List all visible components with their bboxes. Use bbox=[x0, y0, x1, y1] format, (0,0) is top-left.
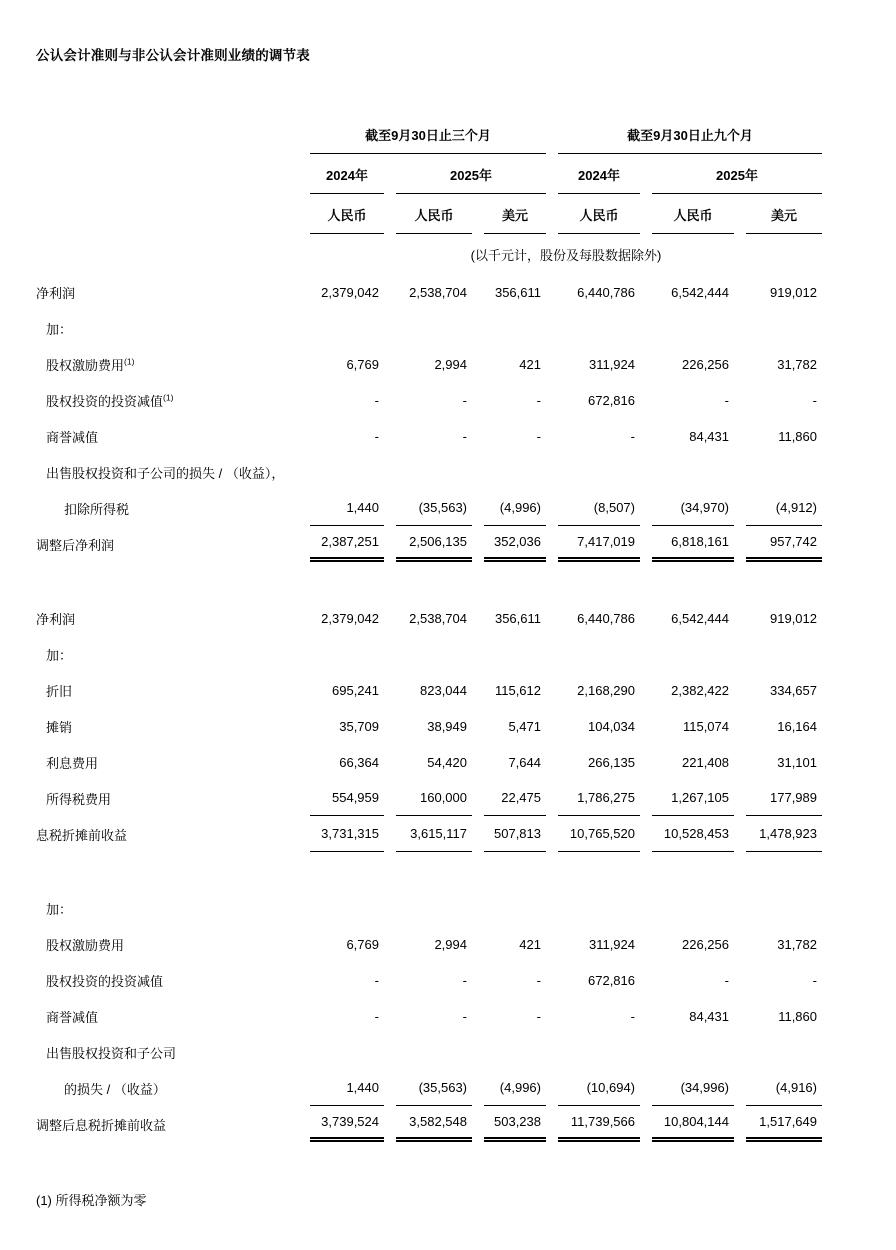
value-cell: 35,709 bbox=[339, 718, 379, 734]
value-cell: 3,615,117 bbox=[396, 816, 472, 852]
row-label-text: 加： bbox=[46, 901, 73, 917]
value-cell bbox=[558, 636, 640, 672]
value-cell: 6,542,444 bbox=[671, 610, 729, 626]
row-label bbox=[36, 274, 298, 310]
row-label-text: 利息费用 bbox=[46, 755, 99, 771]
col-group-nine-months: 截至9月30日止九个月 bbox=[558, 114, 822, 154]
value-cell bbox=[484, 636, 546, 672]
value-cell bbox=[652, 636, 734, 672]
value-cell: 919,012 bbox=[770, 610, 817, 626]
row-label-text: 出售股权投资和子公司的损失 / （收益）， bbox=[46, 465, 285, 481]
spacer-row bbox=[36, 562, 822, 600]
table-header bbox=[36, 114, 822, 274]
value-cell bbox=[396, 890, 472, 926]
empty-header-cell bbox=[36, 154, 298, 194]
value-cell bbox=[746, 1034, 822, 1070]
value-cell bbox=[484, 454, 546, 490]
currency-header: 人民币 bbox=[396, 194, 472, 234]
value-cell: 22,475 bbox=[484, 780, 546, 816]
value-cell: 84,431 bbox=[689, 428, 729, 444]
unit-note-row bbox=[36, 234, 822, 274]
value-cell bbox=[746, 636, 822, 672]
row-label bbox=[36, 672, 298, 708]
value-cell bbox=[396, 310, 472, 346]
row-label-text: 所得税费用 bbox=[46, 791, 112, 807]
value-cell: - bbox=[536, 392, 541, 408]
table-row bbox=[36, 1034, 822, 1070]
value-cell: (4,916) bbox=[746, 1070, 822, 1106]
value-cell: 38,949 bbox=[427, 718, 467, 734]
value-cell bbox=[484, 310, 546, 346]
value-cell: (35,563) bbox=[396, 490, 472, 526]
value-cell: (4,912) bbox=[746, 490, 822, 526]
row-label bbox=[36, 962, 298, 998]
value-cell: - bbox=[374, 392, 379, 408]
value-cell: 2,379,042 bbox=[321, 610, 379, 626]
value-cell: 2,387,251 bbox=[310, 526, 384, 562]
table-row bbox=[36, 454, 822, 490]
value-cell: 672,816 bbox=[588, 392, 635, 408]
row-label bbox=[36, 708, 298, 744]
value-cell: - bbox=[374, 972, 379, 988]
value-cell: 507,813 bbox=[484, 816, 546, 852]
table-row bbox=[36, 816, 822, 852]
value-cell: - bbox=[536, 428, 541, 444]
value-cell bbox=[558, 454, 640, 490]
value-cell bbox=[746, 310, 822, 346]
row-label-text: 商誉减值 bbox=[46, 1009, 99, 1025]
value-cell: 3,582,548 bbox=[396, 1106, 472, 1142]
table-row bbox=[36, 382, 822, 418]
group-header-row bbox=[36, 114, 822, 154]
value-cell: 2,379,042 bbox=[321, 284, 379, 300]
value-cell: 6,542,444 bbox=[671, 284, 729, 300]
row-label bbox=[36, 1106, 298, 1142]
value-cell bbox=[484, 890, 546, 926]
row-label-text: 商誉减值 bbox=[46, 429, 99, 445]
value-cell: 2,994 bbox=[434, 936, 467, 952]
value-cell: 957,742 bbox=[746, 526, 822, 562]
value-cell: 11,860 bbox=[778, 1008, 817, 1024]
row-label-text: 折旧 bbox=[46, 683, 73, 699]
value-cell: 160,000 bbox=[396, 780, 472, 816]
value-cell: 1,440 bbox=[310, 490, 384, 526]
table-row bbox=[36, 310, 822, 346]
value-cell: 672,816 bbox=[588, 972, 635, 988]
value-cell bbox=[396, 1034, 472, 1070]
spacer-cell bbox=[36, 852, 822, 890]
value-cell bbox=[558, 1034, 640, 1070]
value-cell: 31,101 bbox=[777, 754, 817, 770]
value-cell: 1,478,923 bbox=[746, 816, 822, 852]
value-cell: (34,996) bbox=[652, 1070, 734, 1106]
value-cell: 54,420 bbox=[427, 754, 467, 770]
value-cell: 334,657 bbox=[770, 682, 817, 698]
value-cell bbox=[652, 454, 734, 490]
value-cell: 1,267,105 bbox=[652, 780, 734, 816]
currency-header: 人民币 bbox=[310, 194, 384, 234]
unit-note: (以千元计，股份及每股数据除外) bbox=[470, 247, 662, 263]
row-label-text: 股权投资的投资减值 bbox=[46, 393, 164, 409]
year-header-2025-9m: 2025年 bbox=[652, 154, 822, 194]
row-label-text: 加： bbox=[46, 321, 73, 337]
value-cell: - bbox=[462, 428, 467, 444]
value-cell: 2,168,290 bbox=[577, 682, 635, 698]
row-label bbox=[36, 744, 298, 780]
empty-header-cell bbox=[36, 194, 298, 234]
table-row bbox=[36, 526, 822, 562]
value-cell: 6,769 bbox=[346, 356, 379, 372]
value-cell: - bbox=[462, 392, 467, 408]
row-label-text: 的损失 / （收益） bbox=[64, 1081, 166, 1097]
page-title: 公认会计准则与非公认会计准则业绩的调节表 bbox=[36, 48, 310, 63]
table-row bbox=[36, 274, 822, 310]
value-cell: 31,782 bbox=[777, 356, 817, 372]
row-label-text: 调整后净利润 bbox=[36, 537, 115, 553]
table-row bbox=[36, 1070, 822, 1106]
value-cell: - bbox=[630, 1008, 635, 1024]
year-header-row bbox=[36, 154, 822, 194]
row-label bbox=[36, 526, 298, 562]
col-group-three-months: 截至9月30日止三个月 bbox=[310, 114, 546, 154]
value-cell: 226,256 bbox=[682, 356, 729, 372]
value-cell: 66,364 bbox=[339, 754, 379, 770]
row-label bbox=[36, 490, 298, 526]
value-cell: 356,611 bbox=[494, 610, 541, 626]
value-cell bbox=[652, 310, 734, 346]
table-row bbox=[36, 1106, 822, 1142]
value-cell bbox=[310, 1034, 384, 1070]
empty-header-cell bbox=[36, 234, 298, 274]
value-cell: 1,440 bbox=[310, 1070, 384, 1106]
value-cell: (4,996) bbox=[484, 1070, 546, 1106]
value-cell: 311,924 bbox=[588, 936, 635, 952]
row-label-text: 摊销 bbox=[46, 719, 73, 735]
value-cell bbox=[396, 636, 472, 672]
value-cell: 266,135 bbox=[588, 754, 635, 770]
value-cell: - bbox=[374, 428, 379, 444]
currency-header: 人民币 bbox=[558, 194, 640, 234]
empty-header-cell bbox=[36, 114, 298, 154]
currency-header: 美元 bbox=[484, 194, 546, 234]
table-row bbox=[36, 418, 822, 454]
value-cell bbox=[310, 454, 384, 490]
currency-header-row bbox=[36, 194, 822, 234]
table-row bbox=[36, 636, 822, 672]
value-cell: 6,440,786 bbox=[577, 284, 635, 300]
value-cell: 6,440,786 bbox=[577, 610, 635, 626]
value-cell: 6,818,161 bbox=[652, 526, 734, 562]
row-label-text: 股权激励费用 bbox=[46, 937, 125, 953]
value-cell: 104,034 bbox=[588, 718, 635, 734]
row-label bbox=[36, 382, 298, 418]
table-body bbox=[36, 274, 822, 1142]
value-cell: - bbox=[812, 972, 817, 988]
value-cell: - bbox=[724, 972, 729, 988]
row-label bbox=[36, 1034, 298, 1070]
spacer-cell bbox=[36, 562, 822, 600]
value-cell: - bbox=[724, 392, 729, 408]
table-row bbox=[36, 998, 822, 1034]
row-label bbox=[36, 636, 298, 672]
value-cell: 2,538,704 bbox=[409, 284, 467, 300]
value-cell bbox=[652, 1034, 734, 1070]
value-cell: 421 bbox=[519, 356, 541, 372]
value-cell bbox=[558, 890, 640, 926]
table-row bbox=[36, 890, 822, 926]
value-cell bbox=[396, 454, 472, 490]
year-header-2024-q: 2024年 bbox=[310, 154, 384, 194]
row-label-text: 息税折摊前收益 bbox=[36, 827, 128, 843]
row-label-text: 股权激励费用 bbox=[46, 357, 125, 373]
value-cell: (35,563) bbox=[396, 1070, 472, 1106]
row-label bbox=[36, 346, 298, 382]
table-row bbox=[36, 672, 822, 708]
value-cell: 16,164 bbox=[777, 718, 817, 734]
value-cell: 7,644 bbox=[508, 754, 541, 770]
table-row bbox=[36, 708, 822, 744]
table-row bbox=[36, 600, 822, 636]
table-row bbox=[36, 490, 822, 526]
value-cell bbox=[746, 890, 822, 926]
value-cell: 1,517,649 bbox=[746, 1106, 822, 1142]
value-cell: - bbox=[374, 1008, 379, 1024]
spacer-row bbox=[36, 852, 822, 890]
value-cell: 311,924 bbox=[588, 356, 635, 372]
currency-header: 美元 bbox=[746, 194, 822, 234]
value-cell: 177,989 bbox=[746, 780, 822, 816]
row-label bbox=[36, 998, 298, 1034]
value-cell: 31,782 bbox=[777, 936, 817, 952]
row-label-text: 出售股权投资和子公司 bbox=[46, 1045, 177, 1061]
row-label bbox=[36, 418, 298, 454]
value-cell bbox=[652, 890, 734, 926]
year-header-2025-q: 2025年 bbox=[396, 154, 546, 194]
value-cell: 115,074 bbox=[682, 718, 729, 734]
value-cell: 3,739,524 bbox=[310, 1106, 384, 1142]
value-cell: 919,012 bbox=[770, 284, 817, 300]
row-label bbox=[36, 780, 298, 816]
value-cell: 2,382,422 bbox=[671, 682, 729, 698]
row-label bbox=[36, 600, 298, 636]
row-label bbox=[36, 310, 298, 346]
row-label bbox=[36, 816, 298, 852]
row-label bbox=[36, 454, 298, 490]
value-cell: 10,765,520 bbox=[558, 816, 640, 852]
value-cell: 421 bbox=[519, 936, 541, 952]
value-cell: 10,528,453 bbox=[652, 816, 734, 852]
value-cell bbox=[484, 1034, 546, 1070]
value-cell: - bbox=[462, 972, 467, 988]
value-cell: 6,769 bbox=[346, 936, 379, 952]
table-row bbox=[36, 346, 822, 382]
row-label bbox=[36, 926, 298, 962]
table-row bbox=[36, 926, 822, 962]
value-cell: 503,238 bbox=[484, 1106, 546, 1142]
value-cell: - bbox=[536, 1008, 541, 1024]
value-cell bbox=[310, 890, 384, 926]
value-cell: 2,506,135 bbox=[396, 526, 472, 562]
value-cell: 221,408 bbox=[682, 754, 729, 770]
footnote-ref: (1) bbox=[124, 356, 135, 367]
currency-header: 人民币 bbox=[652, 194, 734, 234]
table-row bbox=[36, 780, 822, 816]
value-cell: 554,959 bbox=[310, 780, 384, 816]
value-cell: - bbox=[812, 392, 817, 408]
value-cell: 695,241 bbox=[332, 682, 379, 698]
row-label-text: 加： bbox=[46, 647, 73, 663]
reconciliation-table bbox=[24, 114, 834, 1142]
row-label-text: 股权投资的投资减值 bbox=[46, 973, 164, 989]
row-label bbox=[36, 1070, 298, 1106]
value-cell: 11,739,566 bbox=[558, 1106, 640, 1142]
footnote: (1) 所得税净额为零 bbox=[36, 1193, 147, 1208]
value-cell: 2,538,704 bbox=[409, 610, 467, 626]
row-label bbox=[36, 890, 298, 926]
row-label-text: 调整后息税折摊前收益 bbox=[36, 1117, 167, 1133]
row-label-text: 净利润 bbox=[36, 285, 76, 301]
value-cell bbox=[310, 310, 384, 346]
row-label-text: 扣除所得税 bbox=[64, 501, 130, 517]
table-row bbox=[36, 962, 822, 998]
value-cell: (34,970) bbox=[652, 490, 734, 526]
value-cell: 352,036 bbox=[484, 526, 546, 562]
value-cell: 3,731,315 bbox=[310, 816, 384, 852]
value-cell: - bbox=[462, 1008, 467, 1024]
value-cell bbox=[746, 454, 822, 490]
value-cell: 10,804,144 bbox=[652, 1106, 734, 1142]
value-cell: 226,256 bbox=[682, 936, 729, 952]
value-cell: - bbox=[630, 428, 635, 444]
value-cell bbox=[558, 310, 640, 346]
row-label-text: 净利润 bbox=[36, 611, 76, 627]
value-cell: 11,860 bbox=[778, 428, 817, 444]
value-cell: (4,996) bbox=[484, 490, 546, 526]
value-cell: 7,417,019 bbox=[558, 526, 640, 562]
value-cell: 356,611 bbox=[494, 284, 541, 300]
value-cell: 2,994 bbox=[434, 356, 467, 372]
value-cell: (8,507) bbox=[558, 490, 640, 526]
value-cell: 115,612 bbox=[494, 682, 541, 698]
value-cell: - bbox=[536, 972, 541, 988]
value-cell: 84,431 bbox=[689, 1008, 729, 1024]
table-row bbox=[36, 744, 822, 780]
value-cell bbox=[310, 636, 384, 672]
value-cell: 823,044 bbox=[420, 682, 467, 698]
year-header-2024-9m: 2024年 bbox=[558, 154, 640, 194]
value-cell: 1,786,275 bbox=[558, 780, 640, 816]
footnote-ref: (1) bbox=[163, 392, 174, 403]
value-cell: (10,694) bbox=[558, 1070, 640, 1106]
value-cell: 5,471 bbox=[508, 718, 541, 734]
